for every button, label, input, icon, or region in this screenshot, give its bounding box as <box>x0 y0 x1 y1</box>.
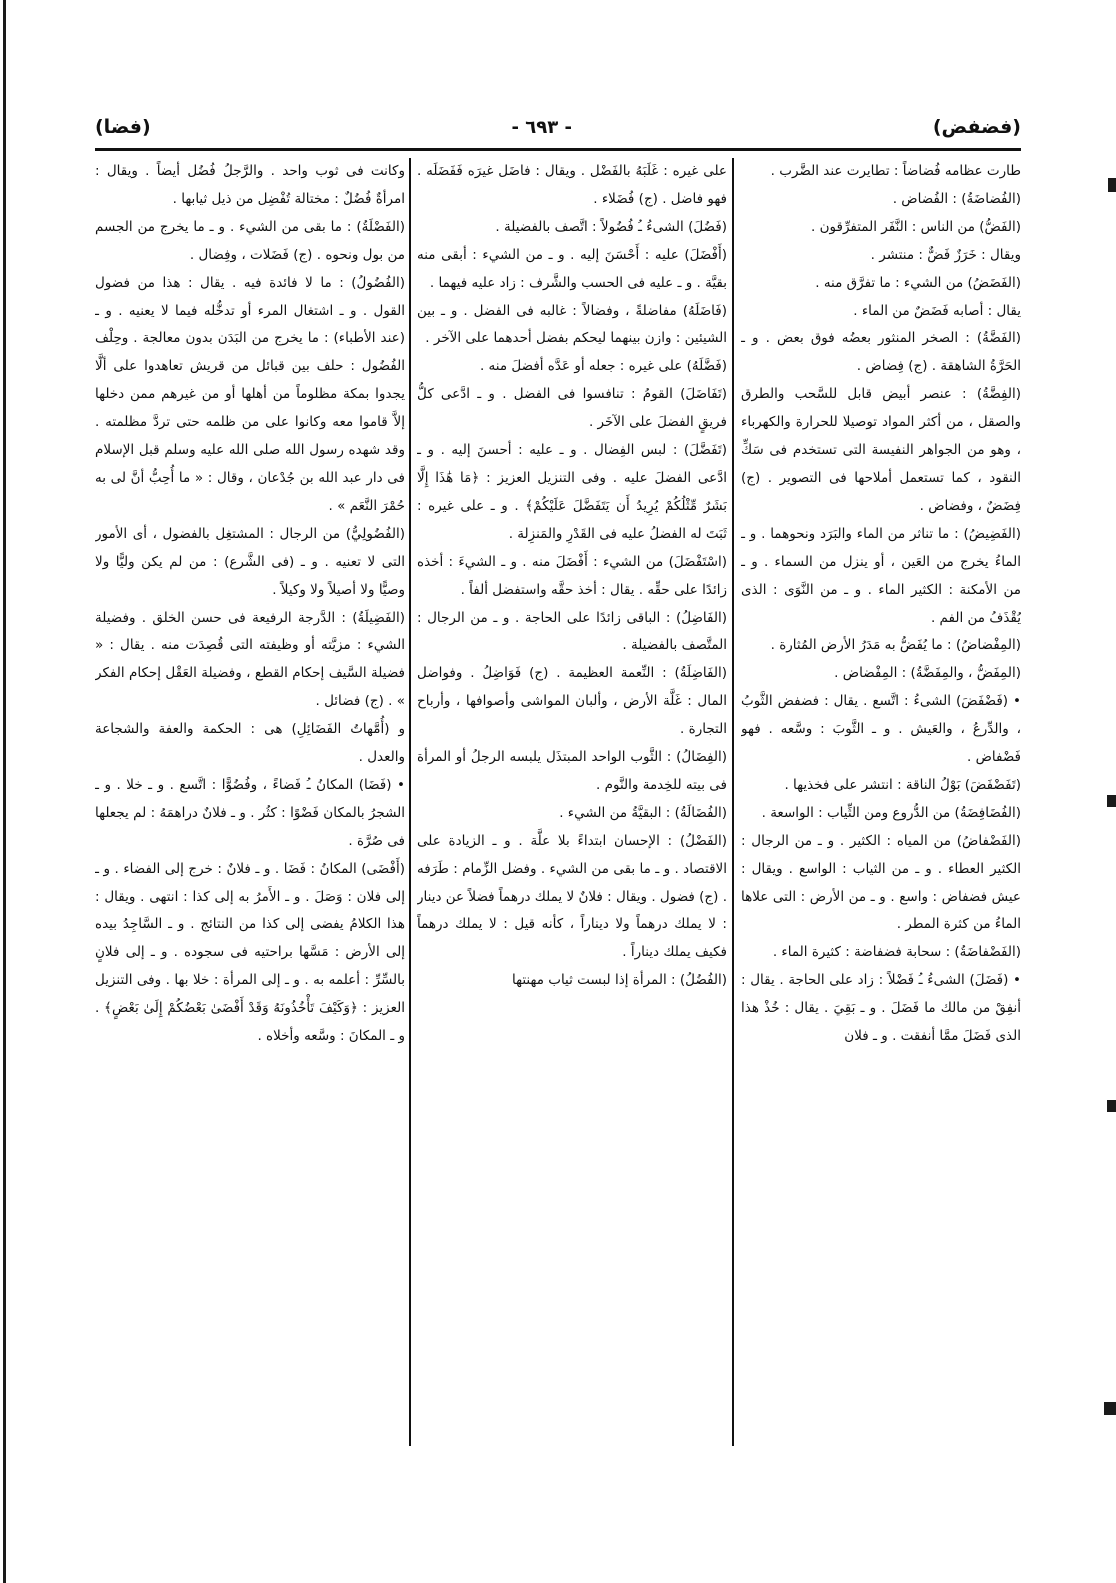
entry: (اسْتَفْضَلَ) من الشيء : أَفْضَلَ منه . و ـ الشيءَ : أخذه زائدًا على حقِّه . يقال : أخذ حقَّه واستفضل ألفاً . <box>417 553 727 598</box>
entry: (أَفْضَلَ) عليه : أَحْسَنَ إليه . و ـ من الشيء : أبقى منه بقيَّة . و ـ عليه فى الحسب والشَّرف : زاد عليه فيهما . <box>417 246 727 291</box>
entry: (أَفْضَى) المكانُ : فَضَا . و ـ فلانٌ : خرج إلى الفضاء . و ـ إلى فلان : وَصَلَ . و ـ الأَمرُ به إلى كذا : انتهى . ويقال : هذا الكلامُ يفضى إلى كذا من النتائج . و ـ السَّاجِدُ بيده إلى الأرض : مَسَّها براحتيه فى سجوده . و ـ إلى فلانٍ بالسِّرِّ : أعلمه به . و ـ إلى المرأة : خلا بها . وفى التنزيل العزيز : ﴿وَكَيْفَ تَأْخُذُونَهُ وَقَدْ أَفْضَىٰ بَعْضُكُمْ إِلَىٰ بَعْضٍ﴾ . و ـ المكانَ : وسَّعه وأخلاه . <box>95 860 405 1045</box>
entry: (الفَضَّةُ) : الصخر المنثور بعضُه فوق بعض . و ـ الحَرَّةُ الشاهقة . (ج) فِضاض . <box>741 330 1021 375</box>
entry: (تَفَضَّلَ) : لبس الفِضال . و ـ عليه : أحسنَ إليه . و ـ ادَّعى الفضلَ عليه . وفى التنزيل العزيز : ﴿مَا هَٰذَا إِلَّا بَشَرٌ مِّثْلُكُمْ يُرِيدُ أَن يَتَفَضَّلَ عَلَيْكُمْ﴾ . و ـ على غيره : ثَبَتَ له الفضلُ عليه فى القَدْرِ والمَنزِلة . <box>417 442 727 542</box>
entry: (الفَضْلُ) : الإحسان ابتداءً بلا علَّة . و ـ الزيادة على الاقتصاد . و ـ ما بقى من الشيء . وفضل الزِّمام : طَرَفه . (ج) فضول . ويقال : فلانٌ لا يملك درهماً فضلاً عن دينار : لا يملك درهماً ولا ديناراً ، كأنه قيل : لا يملك درهماً فكيف يملك ديناراً . <box>417 832 727 961</box>
margin-marker-right-4 <box>1104 1402 1116 1415</box>
entry: على غيره : غَلَبَهُ بالفَضْل . ويقال : فاضَل غيرَه فَفَضَلَه . فهو فاضل . (ج) فُضَلاء . <box>417 163 727 207</box>
text-columns <box>95 158 1021 1446</box>
entry: يقال : أصابه فَضَضٌ من الماء . <box>853 302 1021 319</box>
entry: (الفِضَّةُ) : عنصر أبيض قابل للسَّحب والطرق والصقل ، من أكثر المواد توصيلا للحرارة والكهرباء ، وهو من الجواهر النفيسة التى تستخدم فى سَكِّ النقود ، كما تستعمل أملاحها فى التصوير . (ج) فِضَضٌ ، وفضاض . <box>741 386 1021 514</box>
entry: (الفَضُّ) من الناس : النَّفَر المتفرِّقون . <box>811 218 1021 235</box>
entry: ويقال : خَرَزٌ فَضٌّ : منتشر . <box>870 246 1021 263</box>
entry: (الفُضَافِضَةُ) من الدُّروع ومن الثِّياب : الواسعة . <box>761 804 1021 821</box>
column-left <box>95 158 405 1446</box>
margin-marker-right-3 <box>1107 1100 1116 1112</box>
margin-marker-right-1 <box>1108 178 1116 192</box>
column-right <box>741 158 1021 1446</box>
entry: (تَفَضْفَضَ) بَوْلُ الناقة : انتشر على فخذيها . <box>784 776 1021 793</box>
entry: (الفَضَضُ) من الشيء : ما تفرَّق منه . <box>815 274 1021 291</box>
entry: • (فَضَلَ) الشىءُ ـُ فَضْلاً : زاد على الحاجة . يقال : أنفِقْ من مالك ما فَضَلَ . و ـ بَقِيَ . يقال : خُذْ هذا الذى فَضَلَ ممَّا أنفقت . و ـ فلان <box>741 972 1021 1045</box>
entry: طارت عظامه فُضاضاً : تطايرت عند الضَّرب . <box>770 163 1021 179</box>
entry: (الفَضِيلَةُ) : الدَّرجة الرفيعة فى حسن الخلق . وفضيلة الشيء : مزيَّته أو وظيفته التى قُصِدَت منه . يقال : « فضيلة السَّيف إحكام القطع ، وفضيلة العَقْل إحكام الفكر » . (ج) فضائل . <box>95 609 405 710</box>
entry: • (فَضْفَضَ) الشىءُ : اتَّسع . يقال : فضفض الثَّوبُ ، والدِّرعُ ، والعَيش . و ـ الثَّوبَ : وسَّعه . فهو فَضْفاض . <box>741 693 1021 766</box>
entry: (الفَضْفاضَةُ) : سحابة فضفاضة : كثيرة الماء . <box>772 944 1021 961</box>
entry: (الفُضُلُ) : المرأة إذا لبست ثياب مهنتها <box>512 972 727 989</box>
entry: (الفَضْلَةُ) : ما بقى من الشيء . و ـ ما يخرج من الجسم من بول ونحوه . (ج) فَضَلات ، وفِضال . <box>95 218 405 263</box>
entry: (الفِضَالُ) : الثَّوب الواحد المبتذَل يلبسه الرجلُ أو المرأة فى بيته للخِدمة والنَّوم . <box>417 749 727 793</box>
entry: (الفَاضِلَةُ) : النِّعمة العظيمة . (ج) فَوَاضِلُ . وفواضل المال : غَلَّة الأرض ، وألبان المواشى وأصوافها ، وأرباح التجارة . <box>417 665 727 738</box>
entry: (فَاضَلَهُ) مفاضلةً ، وفضالاً : غالبه فى الفضل . و ـ بين الشيئين : وازن بينهما ليحكم بفضل أحدهما على الآخر . <box>417 302 727 347</box>
guide-word-left: (فضا) <box>95 116 151 138</box>
entry: (فَضَّلَهُ) على غيره : جعله أو عَدَّه أفضلَ منه . <box>479 358 727 375</box>
entry: (المِفْضاضُ) : ما يُفَضُّ به مَدَرُ الأرض المُثارة . <box>770 637 1021 654</box>
entry: (الفَاضِلُ) : الباقى زائدًا على الحاجة . و ـ من الرجال : المتَّصف بالفضيلة . <box>417 609 727 654</box>
entry: (الفَضِيضُ) : ما تناثر من الماء والبَرَد ونحوهما . و ـ الماءُ يخرج من العَين ، أو ينزل من السماء . و ـ من الأمكنة : الكثير الماء . و ـ من النَّوَى : الذى يُقْذَفُ من الفم . <box>741 525 1021 626</box>
entry: (الفُضُولِيُّ) من الرجال : المشتغِل بالفضول ، أى الأمور التى لا تعنيه . و ـ (فى الشَّرع) : من لم يكن وليًّا ولا وصيًّا ولا أصيلاً ولا وكيلاً . <box>95 525 405 598</box>
entry: (الفُضَالَةُ) : البقيَّةُ من الشيء . <box>559 804 727 821</box>
entry: (الفُضاضَةُ) : الفُضاض . <box>892 190 1021 207</box>
page-header <box>95 112 1021 142</box>
page-number: - ٦٩٣ - <box>511 116 572 138</box>
entry: (الفَضْفاضُ) من المياه : الكثير . و ـ من الرجال : الكثير العطاء . و ـ من الثياب : الواسع . ويقال : عيش فضفاض : واسع . و ـ من الأرض : التى علاها الماءُ من كثرة المطر . <box>741 832 1021 933</box>
page-left-edge-rule <box>3 0 6 1583</box>
entry: (تَفَاضَلَ) القومُ : تنافسوا فى الفضل . و ـ ادَّعى كلُّ فريقٍ الفضلَ على الآخَر . <box>417 386 727 431</box>
header-rule <box>95 148 1021 151</box>
entry: (المِفَضُّ ، والمِفَضَّةُ) : المِفْضاض . <box>834 665 1021 682</box>
entry: وكانت فى ثوب واحد . والرَّجلُ فُضُل أيضاً . ويقال : امرأةٌ فُضُلٌ : مختالة تُفْضِل من ذيل ثيابها . <box>95 163 405 207</box>
guide-word-right: (فضفض) <box>932 116 1021 138</box>
entry: و (أُمَّهاتُ الفَضَائِلِ) هى : الحكمة والعفة والشجاعة والعدل . <box>95 721 405 766</box>
entry: • (فَضَا) المكانُ ـُ فَضاءً ، وفُضُوًّا : اتَّسع . و ـ خلا . و ـ الشجرُ بالمكان فَضْوًا : كثُر . و ـ فلانٌ دراهمَهُ : لم يجعلها فى صُرَّة . <box>95 776 405 849</box>
entry: (فَضُلَ) الشىءُ ـُ فُضُولاً : اتَّصف بالفضيلة . <box>495 218 727 235</box>
entry: (الفُضُولُ) : ما لا فائدة فيه . يقال : هذا من فضول القول . و ـ اشتغال المرء أو تدخُّله فيما لا يعنيه . و ـ (عند الأطباء) : ما يخرج من البَدَن بدون معالجة . وحِلْف الفُضُول : حلف بين قبائل من قريش تعاهدوا على ألَّا يجدوا بمكة مظلوماً من أهلها أو من غيرهم ممن دخلها إلاَّ قاموا معه وكانوا على من ظلمه حتى تردَّ مظلمته . وقد شهده رسول الله صلى الله عليه وسلم قبل الإسلام فى دار عبد الله بن جُدْعان ، وقال : « ما أُحِبُّ أنَّ لى به حُمْرَ النَّعَم » . <box>95 274 405 514</box>
margin-marker-right-2 <box>1107 795 1116 807</box>
column-middle <box>417 158 727 1446</box>
